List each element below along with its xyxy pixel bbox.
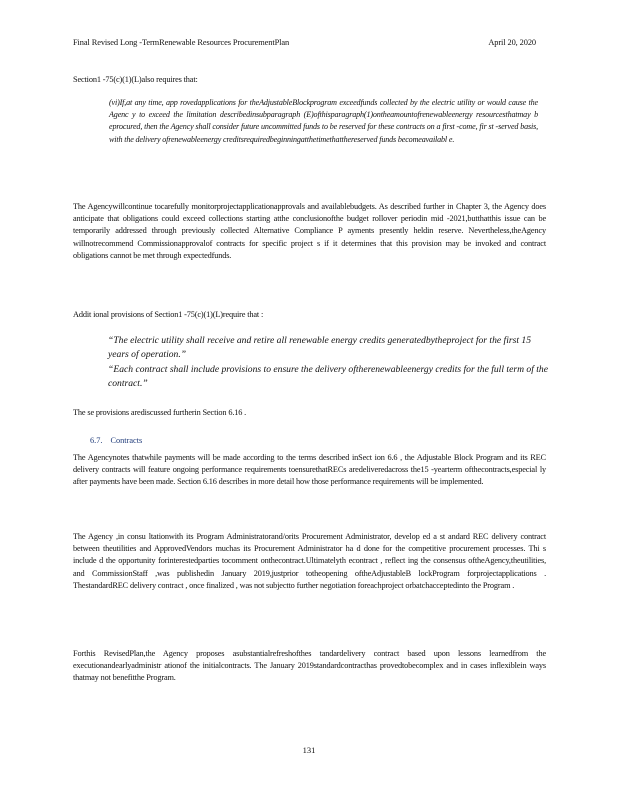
- paragraph-budget-monitoring: The Agencywillcontinue tocarefully monitorprojectapplicationapprovals and availablebudgets. As described further in Chapter 3, the Agency does anticipate that obligations could exceed collections starting atthe conclusionofthe budget rollover periodin mid -2021,butthatthis issue can be temporarily addressed through previously collected Alternative Compliance P ayments presently heldin reserve. Nevertheless,theAgency willnotrecommend Commissionapprovalof contracts for specific project s if it determines that this provision may be invoked and contract obligations cannot be met through expectedfunds.: [73, 202, 546, 260]
- bullet-item: [90, 334, 550, 363]
- section-number: 6.7.: [90, 436, 103, 445]
- bullet-text: “The electric utility shall receive and retire all renewable energy credits generatedbytheproject for the first 15 years of operation.”: [108, 335, 531, 361]
- page-number: 131: [302, 745, 316, 755]
- running-header-title: Final Revised Long -TermRenewable Resources ProcurementPlan: [73, 38, 290, 47]
- paragraph-additional-provisions: Addit ional provisions of Section1 -75(c)(1)(L)require that :: [73, 310, 264, 319]
- paragraph-revised-plan: Forthis RevisedPlan,the Agency proposes asubstantialrefreshofthes tandardelivery contract based upon lessons learnedfrom the executionandearlyadministr ationof the initialcontracts. The January 2019standardcontracthas provedtobecomplex and in cases inflexiblein ways thatmay not benefitthe Program.: [73, 649, 546, 683]
- section-heading: [90, 436, 142, 445]
- paragraph-payments: The Agencynotes thatwhile payments will be made according to the terms described inSect ion 6.6 , the Adjustable Block Program and its REC delivery contracts will feature ongoing performance requirements toensurethatRECs aredeliveredacross the15 -yearterm ofthecontracts,especial ly after payments have been made. Section 6.16 describes in more detail how those performance requirements will be implemented.: [73, 453, 546, 487]
- bullet-text: “Each contract shall include provisions to ensure the delivery oftherenewableenergy credits for the full term of the contract.”: [108, 364, 548, 390]
- intro-line: Section1 -75(c)(1)(L)also requires that:: [73, 75, 198, 84]
- paragraph-provisions-discussed: The se provisions arediscussed furtherin Section 6.16 .: [73, 408, 247, 417]
- section-title: Contracts: [110, 436, 143, 445]
- bullet-item: [90, 363, 550, 392]
- paragraph-standard-contract: The Agency ,in consu ltationwith its Program Administratorand/orits Procurement Administrator, develop ed a st andard REC delivery contract between theutilities and ApprovedVendors muchas its Procurement Administrator ha d done for the competitive procurement processes. Thi s include d the opportunity forinterestedparties tocomment onthecontract.Ultimatelyth econtract , reflect ing the consensus oftheAgency,theutilities, and CommissionStaff ,was publishedin January 2019,justprior totheopening oftheAdjustableB lockProgram forprojectapplications . ThestandardREC delivery contract , once finalized , was not subjectto further negotiation foreachproject orbatchacceptedinto the Program .: [73, 532, 546, 590]
- statute-quote-block: (vi)If,at any time, app rovedapplications for theAdjustableBlockprogram exceedfunds collected by the electric utility or would cause the Agenc y to exceed the limitation describedinsubparagraph (E)ofthisparagraph(1)ontheamountofrenewableenergy resourcesthatmay b eprocured, then the Agency shall consider future uncommitted funds to be reserved for these contracts on a first -come, fir st -served basis, with the delivery ofrenewableenergy creditsrequiredbeginningatthetimethatthereserved funds becomeavailabl e.: [109, 98, 538, 144]
- running-header-date: April 20, 2020: [488, 38, 536, 47]
